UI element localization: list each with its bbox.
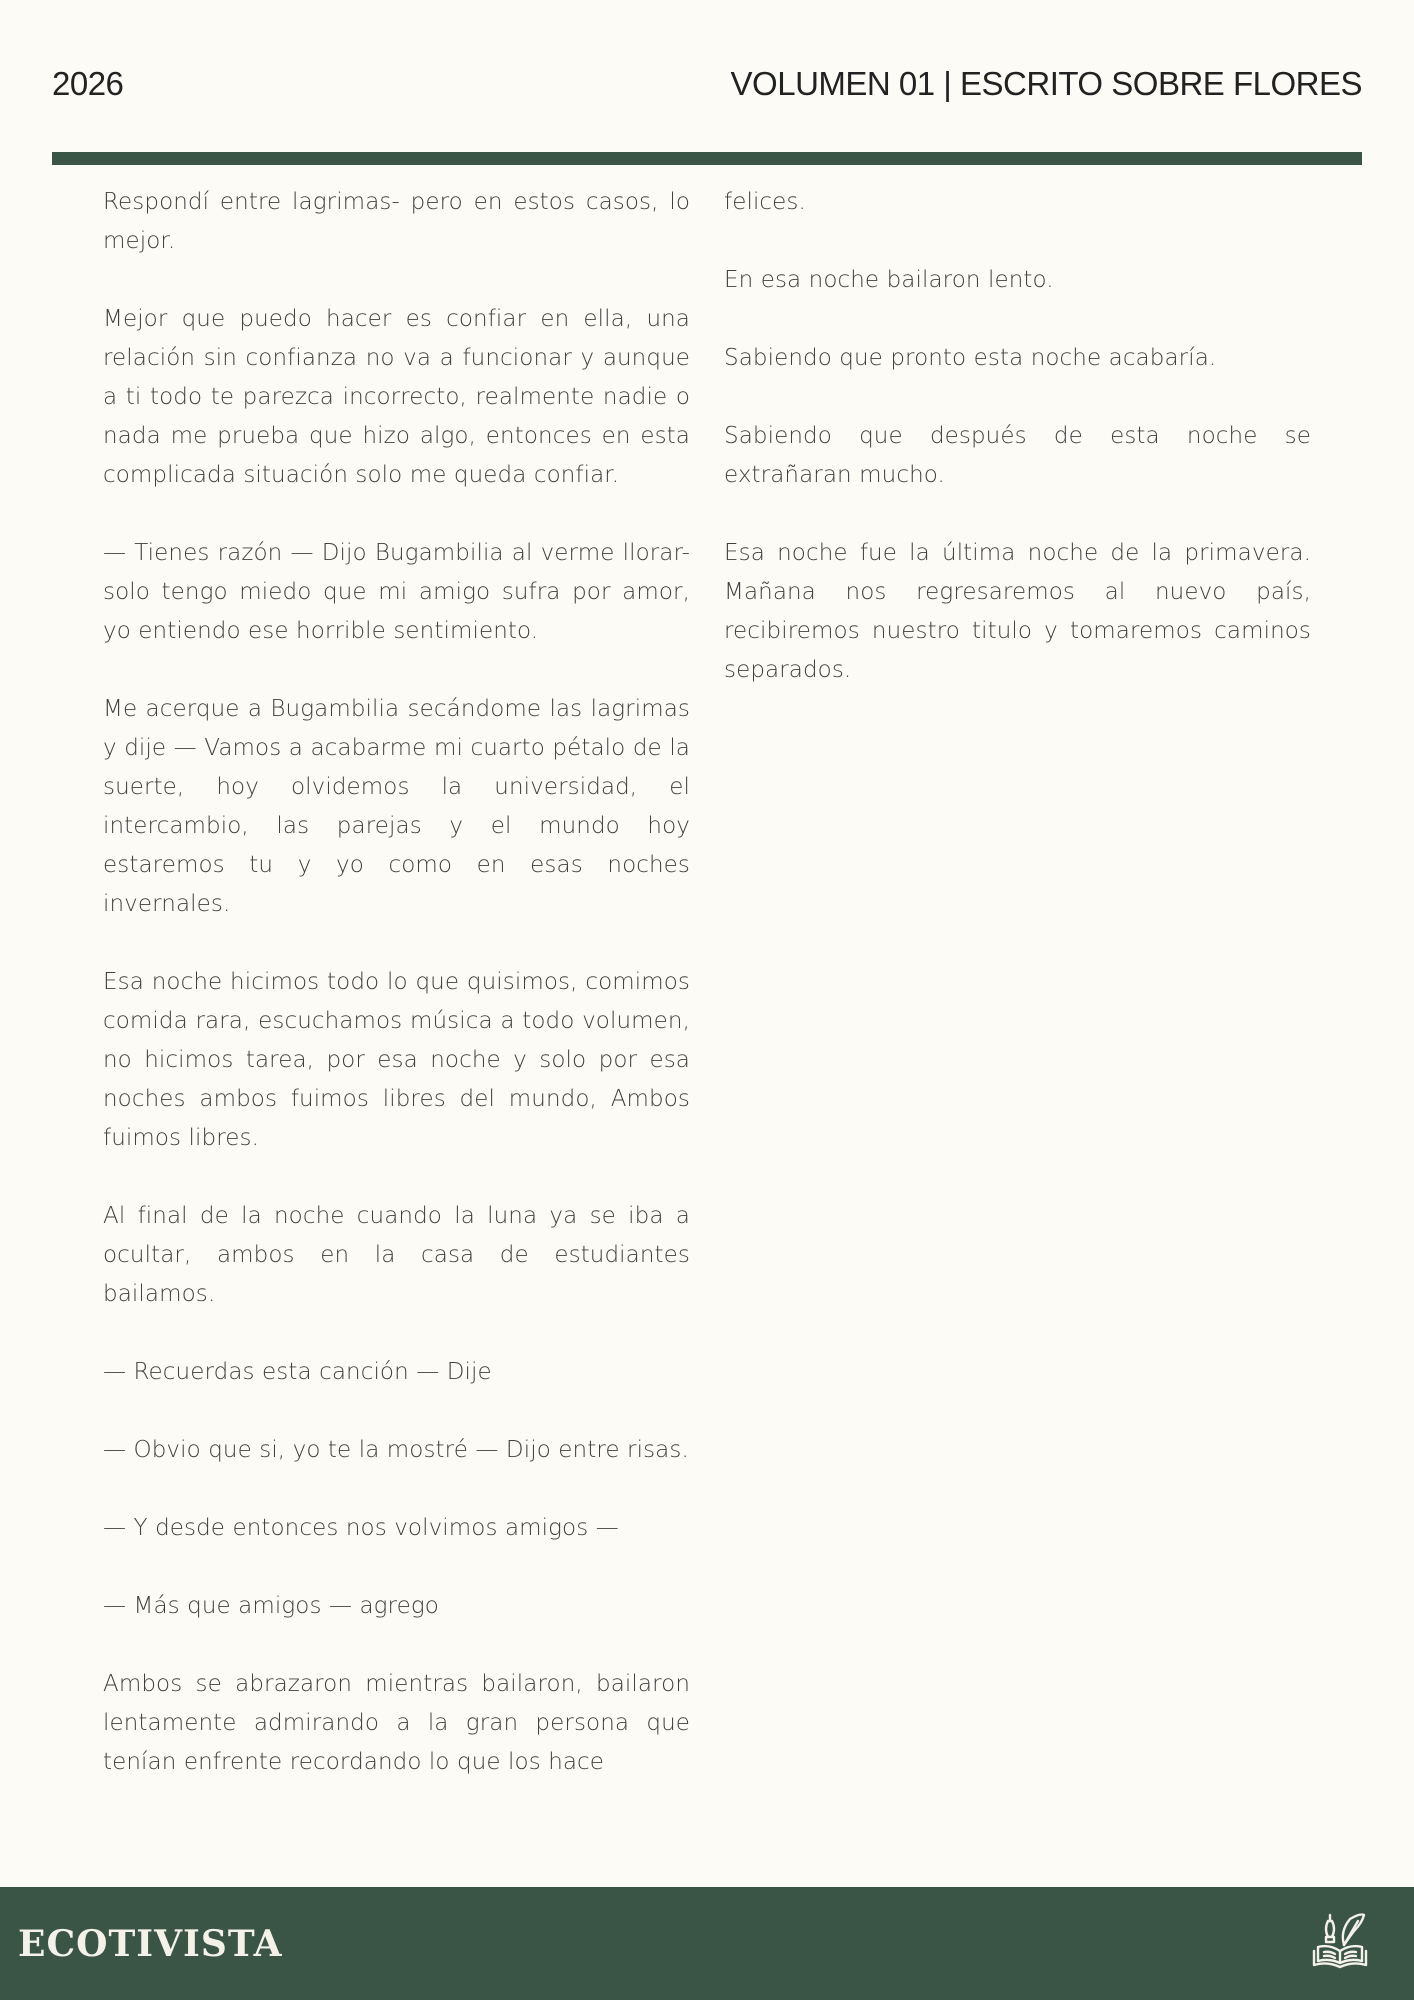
- paragraph: — Y desde entonces nos volvimos amigos —: [103, 1515, 619, 1541]
- paragraph: Sabiendo que pronto esta noche acabaría.: [724, 345, 1217, 371]
- paragraph: Esa noche fue la última noche de la primavera. Mañana nos regresaremos al nuevo país, recibiremos nuestro titulo y tomaremos caminos separados.: [724, 540, 1311, 683]
- left-column: [103, 183, 690, 1821]
- header-year: 2026: [52, 65, 124, 102]
- paragraph: — Más que amigos — agrego: [103, 1593, 439, 1619]
- right-column: [724, 183, 1311, 729]
- paragraph: Al final de la noche cuando la luna ya se iba a ocultar, ambos en la casa de estudiantes bailamos.: [103, 1203, 690, 1307]
- paragraph: — Obvio que si, yo te la mostré — Dijo entre risas.: [103, 1437, 689, 1463]
- paragraph: — Recuerdas esta canción — Dije: [103, 1359, 492, 1385]
- paragraph: Respondí entre lagrimas- pero en estos casos, lo mejor.: [103, 189, 690, 254]
- paragraph: Me acerque a Bugambilia secándome las lagrimas y dije — Vamos a acabarme mi cuarto pétalo de la suerte, hoy olvidemos la universidad, el intercambio, las parejas y el mundo hoy estaremos tu y yo como en esas noches invernales.: [103, 696, 690, 917]
- paragraph: — Tienes razón — Dijo Bugambilia al verme llorar- solo tengo miedo que mi amigo sufra por amor, yo entiendo ese horrible sentimiento.: [103, 540, 690, 644]
- paragraph: Esa noche hicimos todo lo que quisimos, comimos comida rara, escuchamos música a todo volumen, no hicimos tarea, por esa noche y solo por esa noches ambos fuimos libres del mundo, Ambos fuimos libres.: [103, 969, 690, 1151]
- paragraph: Ambos se abrazaron mientras bailaron, bailaron lentamente admirando a la gran persona que tenían enfrente recordando lo que los hace: [103, 1671, 690, 1775]
- paragraph: Mejor que puedo hacer es confiar en ella, una relación sin confianza no va a funcionar y aunque a ti todo te parezca incorrecto, realmente nadie o nada me prueba que hizo algo, entonces en esta complicada situación solo me queda confiar.: [103, 306, 690, 488]
- header-divider: [52, 152, 1362, 165]
- paragraph: En esa noche bailaron lento.: [724, 267, 1054, 293]
- page-footer: [0, 1887, 1414, 2000]
- page-header: [52, 56, 1362, 112]
- book-quill-icon: [1310, 1911, 1370, 1973]
- paragraph: felices.: [724, 189, 806, 215]
- header-title: VOLUMEN 01 | ESCRITO SOBRE FLORES: [730, 65, 1362, 102]
- paragraph: Sabiendo que después de esta noche se extrañaran mucho.: [724, 423, 1311, 488]
- footer-brand: ECOTIVISTA: [18, 1923, 283, 1965]
